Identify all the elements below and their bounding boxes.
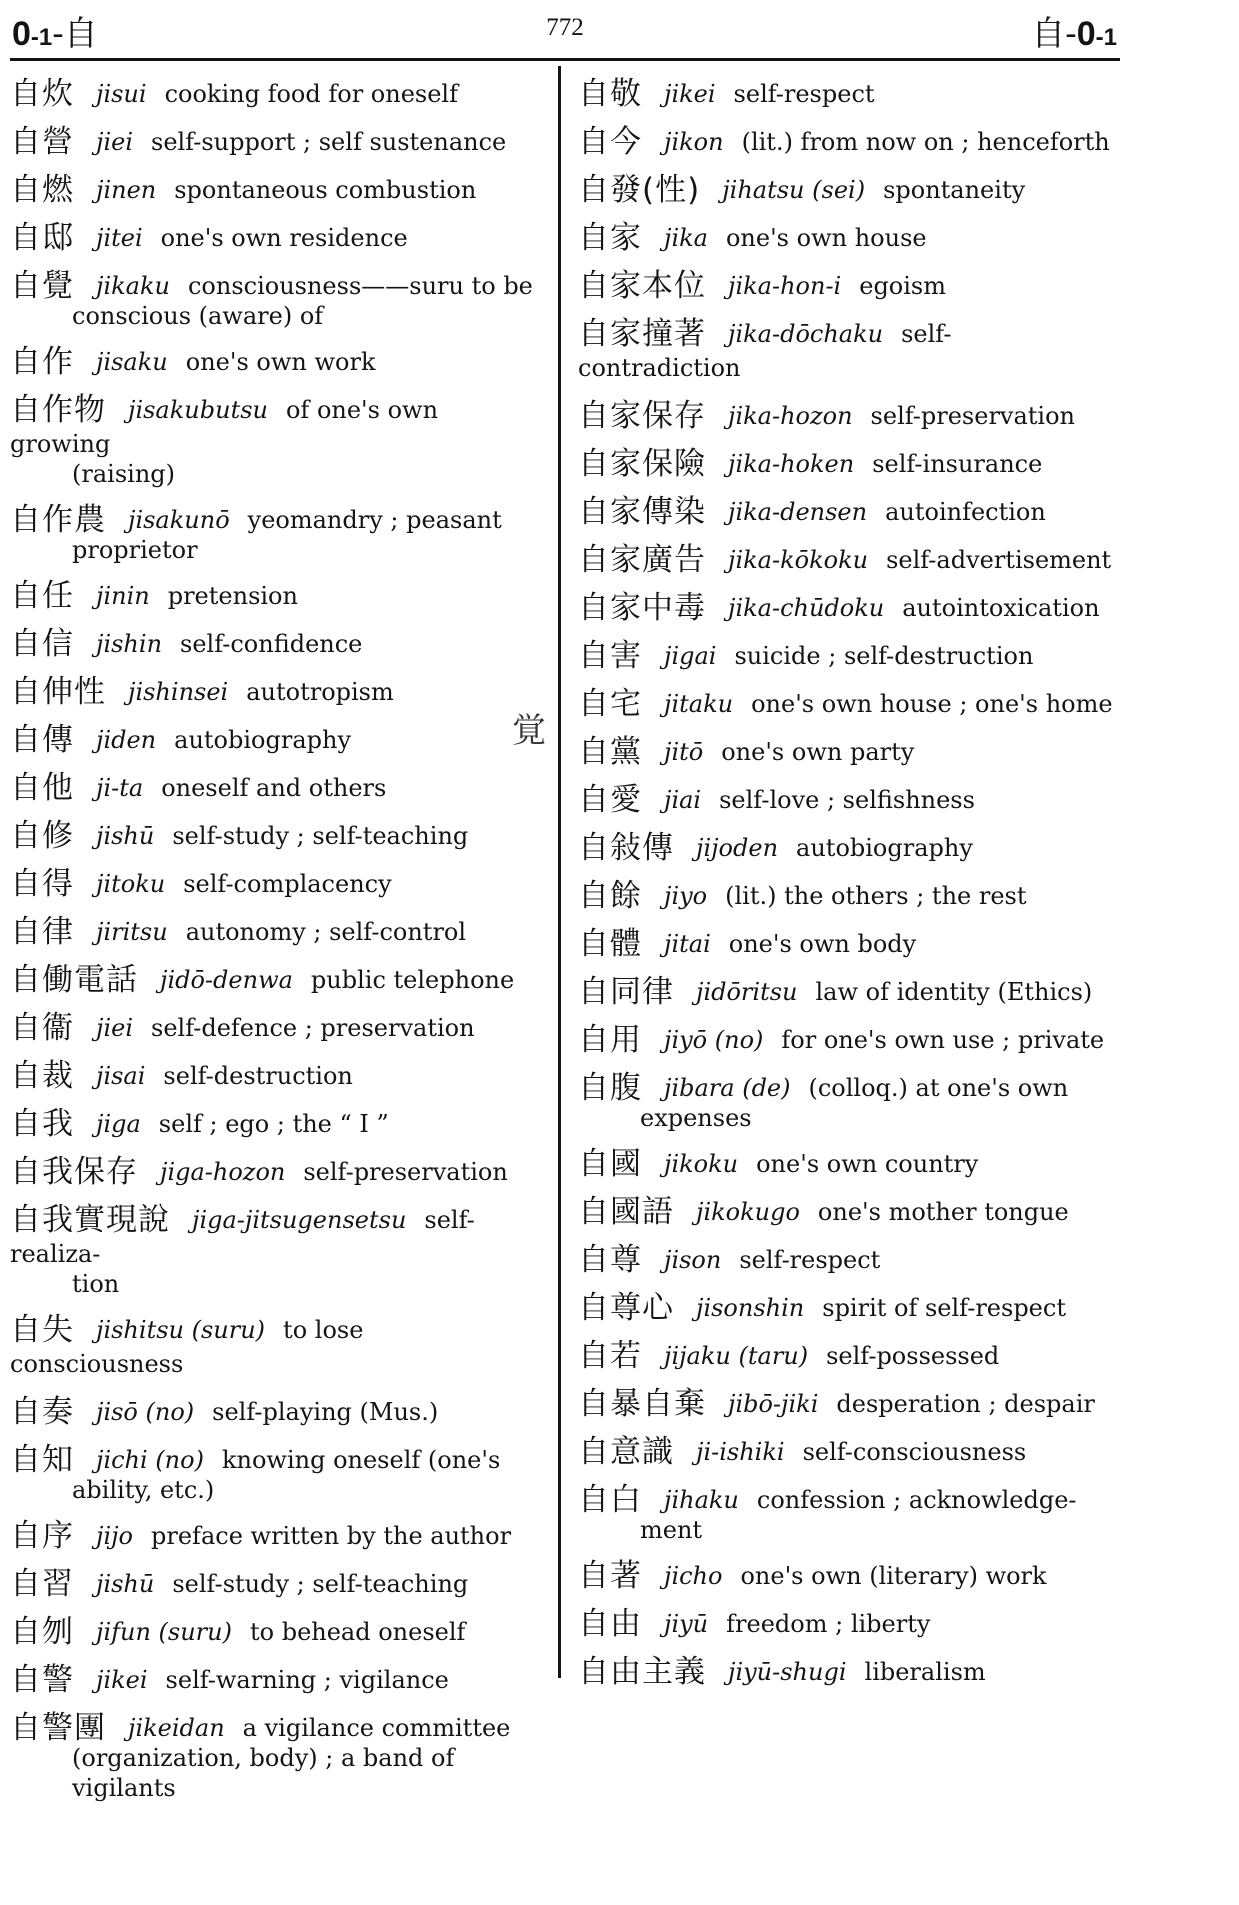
entry-reading: jihaku [664,1486,739,1514]
entry-gloss: self-preservation [303,1158,508,1186]
entry-headword: 自由主義 [578,1654,706,1690]
dictionary-entry [10,1395,542,1429]
entry-headword: 自今 [578,124,642,160]
entry-headword: 自營 [10,124,74,160]
entry-gloss: self-contradiction [578,320,952,382]
page-header [0,0,1239,60]
dictionary-entry [10,1711,542,1803]
entry-headword: 自家保險 [578,446,706,482]
entry-reading: jiyō (no) [664,1026,764,1054]
entry-gloss: self-realiza- [10,1206,475,1268]
entry-reading: jika-hozon [728,402,853,430]
dictionary-entry [10,1107,542,1141]
entry-headword: 自他 [10,770,74,806]
dictionary-entry [578,1339,1113,1373]
entry-reading: jikoku [664,1150,739,1178]
dictionary-entry [10,1313,542,1381]
entry-headword: 自警 [10,1662,74,1698]
entry-headword: 自家 [578,220,642,256]
entry-reading: jisō (no) [96,1398,195,1426]
entry-reading: ji-ta [96,774,144,802]
entry-gloss: self-warning ; vigilance [165,1666,449,1694]
entry-headword: 自愛 [578,782,642,818]
column-divider [558,66,561,1678]
entry-headword: 自我實現說 [10,1202,170,1238]
entry-headword: 自國 [578,1146,642,1182]
entry-gloss: self-complacency [183,870,392,898]
entry-reading: jisakubutsu [128,396,268,424]
entry-headword: 自家保存 [578,398,706,434]
entry-gloss: self-confidence [180,630,363,658]
entry-gloss: preface written by the author [151,1522,512,1550]
dictionary-entry [10,579,542,613]
entry-reading: jiden [96,726,157,754]
entry-gloss: oneself and others [161,774,387,802]
dictionary-entry [10,393,542,489]
entry-reading: jika-hoken [728,450,855,478]
entry-headword: 自若 [578,1338,642,1374]
dictionary-entry [578,269,1113,303]
entry-reading: jiyo [664,882,708,910]
dictionary-entry [578,783,1113,817]
entry-gloss: one's own work [185,348,376,376]
entry-gloss: freedom ; liberty [726,1610,931,1638]
entry-gloss: autobiography [796,834,973,862]
entry-gloss: yeomandry ; peasant [247,506,502,534]
entry-gloss: self-insurance [872,450,1043,478]
dictionary-entry [578,1023,1113,1057]
entry-gloss: one's own (literary) work [740,1562,1047,1590]
entry-headword: 自働電話 [10,962,138,998]
entry-reading: jigai [664,642,717,670]
dictionary-entry [578,173,1113,207]
entry-headword: 自害 [578,638,642,674]
header-left-code: 0 [12,15,31,53]
entry-gloss-continuation: expenses [640,1104,752,1132]
header-right-sub: -1 [1095,24,1117,51]
entry-headword: 自國語 [578,1194,674,1230]
header-right-code: 0 [1076,15,1096,53]
entry-reading: jinen [96,176,157,204]
entry-gloss: self-consciousness [802,1438,1027,1466]
entry-reading: jika-hon-i [728,272,842,300]
entry-headword: 自發(性) [578,172,701,208]
entry-headword: 自尊 [578,1242,642,1278]
dictionary-entry [578,399,1113,433]
dictionary-entry [10,867,542,901]
dictionary-entry [10,1443,542,1505]
entry-headword: 自意識 [578,1434,674,1470]
dictionary-entry [10,1059,542,1093]
entry-gloss: knowing oneself (one's [221,1446,501,1474]
entry-gloss: self-respect [739,1246,881,1274]
entry-headword: 自任 [10,578,74,614]
entry-gloss: spirit of self-respect [822,1294,1066,1322]
entry-headword: 自作農 [10,502,106,538]
entry-gloss: one's own party [721,738,915,766]
dictionary-entry [578,639,1113,673]
entry-gloss: law of identity (Ethics) [815,978,1093,1006]
entry-reading: jitō [664,738,704,766]
dictionary-entry [578,687,1113,721]
header-left-kanji: -自 [52,14,98,54]
entry-reading: jinin [96,582,150,610]
entry-gloss: self-preservation [870,402,1076,430]
entry-reading: jika-chūdoku [728,594,885,622]
entry-headword: 自傳 [10,722,74,758]
entry-reading: jitoku [96,870,166,898]
entry-reading: jishū [96,822,155,850]
dictionary-entry [578,125,1113,159]
entry-reading: jikei [96,1666,148,1694]
dictionary-entry [10,173,542,207]
entry-reading: jiei [96,128,133,156]
entry-headword: 自家本位 [578,268,706,304]
entry-headword: 自我 [10,1106,74,1142]
entry-reading: jisui [96,80,147,108]
dictionary-entry [578,831,1113,865]
dictionary-entry [578,1655,1113,1689]
page-number: 772 [546,14,584,41]
dictionary-entry [10,503,542,565]
entry-gloss: a vigilance committee [242,1714,511,1742]
header-rule [10,58,1120,61]
entry-reading: ji-ishiki [696,1438,785,1466]
dictionary-entry [10,1615,542,1649]
dictionary-entry [10,627,542,661]
entry-headword: 自由 [578,1606,642,1642]
header-right-guide [1031,6,1117,55]
entry-headword: 自宅 [578,686,642,722]
entry-headword: 自白 [578,1482,642,1518]
entry-reading: jiritsu [96,918,168,946]
entry-headword: 自餘 [578,878,642,914]
entry-gloss: one's own house [725,224,927,252]
entry-gloss: to lose consciousness [10,1316,364,1378]
entry-headword: 自著 [578,1558,642,1594]
dictionary-entry [10,77,542,111]
entry-gloss: self ; ego ; the “ I ” [158,1110,389,1138]
entry-reading: jishin [96,630,163,658]
entry-gloss: one's own country [756,1150,979,1178]
entry-gloss: autobiography [174,726,352,754]
entry-reading: jishitsu (suru) [96,1316,266,1344]
entry-reading: jisaku [96,348,168,376]
dictionary-entry [10,1203,542,1299]
entry-headword: 自家傳染 [578,494,706,530]
entry-headword: 自家中毒 [578,590,706,626]
dictionary-entry [578,1147,1113,1181]
entry-gloss: desperation ; despair [836,1390,1095,1418]
entry-headword: 自同律 [578,974,674,1010]
entry-headword: 自刎 [10,1614,74,1650]
dictionary-entry [578,317,1113,385]
dictionary-entry [10,1519,542,1553]
entry-gloss: public telephone [310,966,515,994]
dictionary-entry [578,1483,1113,1545]
entry-headword: 自燃 [10,172,74,208]
entry-reading: jikaku [96,272,170,300]
entry-headword: 自失 [10,1312,74,1348]
dictionary-entry [10,125,542,159]
entry-gloss: self-support ; self sustenance [151,128,507,156]
entry-reading: jison [664,1246,722,1274]
header-left-sub: -1 [30,24,53,51]
entry-reading: jichi (no) [96,1446,204,1474]
entry-gloss-continuation: ment [640,1516,703,1544]
entry-headword: 自家廣告 [578,542,706,578]
entry-gloss-continuation: conscious (aware) of [72,302,324,330]
entry-gloss: autointoxication [902,594,1100,622]
entry-reading: jitaku [664,690,734,718]
entry-gloss: autotropism [246,678,394,706]
entry-headword: 自律 [10,914,74,950]
dictionary-entry [10,1567,542,1601]
entry-reading: jisai [96,1062,146,1090]
dictionary-entry [578,879,1113,913]
dictionary-entry [10,675,542,709]
entry-reading: jidō-denwa [160,966,293,994]
dictionary-entry [578,591,1113,625]
entry-reading: jijo [96,1522,134,1550]
entry-reading: jishinsei [128,678,229,706]
entry-headword: 自裁 [10,1058,74,1094]
entry-gloss: (lit.) the others ; the rest [725,882,1027,910]
dictionary-entry [578,221,1113,255]
entry-gloss: self-defence ; preservation [151,1014,475,1042]
entry-headword: 自我保存 [10,1154,138,1190]
entry-gloss: to behead oneself [249,1618,466,1646]
dictionary-entry [10,723,542,757]
entry-headword: 自信 [10,626,74,662]
entry-gloss: spontaneity [883,176,1026,204]
entry-reading: jikon [664,128,724,156]
dictionary-entry [578,1559,1113,1593]
header-right-kanji: 自- [1031,14,1077,54]
entry-reading: jiyū-shugi [728,1658,847,1686]
entry-gloss: self-playing (Mus.) [212,1398,439,1426]
entry-headword: 自修 [10,818,74,854]
entry-reading: jishū [96,1570,155,1598]
entry-gloss-continuation: ability, etc.) [72,1476,215,1504]
entry-gloss: (lit.) from now on ; henceforth [741,128,1110,156]
entry-gloss-continuation: (raising) [72,460,175,488]
entry-headword: 自習 [10,1566,74,1602]
entry-gloss: self-study ; self-teaching [172,1570,469,1598]
entry-headword: 自作 [10,344,74,380]
dictionary-entry [578,495,1113,529]
entry-reading: jikokugo [696,1198,800,1226]
entry-gloss: self-love ; selfishness [719,786,975,814]
entry-gloss-continuation: proprietor [72,536,198,564]
entry-gloss-continuation: tion [72,1270,120,1298]
entry-headword: 自警團 [10,1710,106,1746]
entry-gloss: suicide ; self-destruction [734,642,1034,670]
entry-gloss: consciousness——suru to be [187,272,533,300]
left-column [10,77,542,1817]
entry-headword: 自邸 [10,220,74,256]
entry-reading: jitai [664,930,711,958]
entry-reading: jihatsu (sei) [722,176,866,204]
dictionary-entry [10,1011,542,1045]
right-column [578,77,1113,1703]
dictionary-entry [578,1607,1113,1641]
entry-gloss: spontaneous combustion [174,176,477,204]
dictionary-entry [578,1195,1113,1229]
entry-reading: jisonshin [696,1294,805,1322]
entry-reading: jika-densen [728,498,868,526]
entry-gloss: for one's own use ; private [781,1026,1105,1054]
entry-reading: jidōritsu [696,978,798,1006]
entry-headword: 自腹 [578,1070,642,1106]
entry-reading: jiyū [664,1610,709,1638]
dictionary-entry [10,915,542,949]
entry-gloss: of one's own growing [10,396,439,458]
entry-reading: jika [664,224,708,252]
entry-headword: 自黨 [578,734,642,770]
entry-reading: jijoden [696,834,779,862]
dictionary-entry [578,1291,1113,1325]
entry-headword: 自得 [10,866,74,902]
entry-gloss: confession ; acknowledge- [756,1486,1077,1514]
dictionary-entry [578,975,1113,1009]
entry-gloss: self-destruction [163,1062,353,1090]
entry-headword: 自衞 [10,1010,74,1046]
entry-headword: 自覺 [10,268,74,304]
entry-reading: jiga-hozon [160,1158,286,1186]
entry-reading: jisakunō [128,506,230,534]
entry-reading: jifun (suru) [96,1618,232,1646]
entry-headword: 自體 [578,926,642,962]
entry-reading: jiei [96,1014,133,1042]
entry-reading: jika-kōkoku [728,546,869,574]
entry-gloss: autoinfection [885,498,1046,526]
entry-gloss: self-advertisement [886,546,1112,574]
dictionary-entry [10,819,542,853]
dictionary-entry [578,1387,1113,1421]
dictionary-entry [578,77,1113,111]
entry-reading: jibara (de) [664,1074,791,1102]
entry-gloss-continuation: (organization, body) ; a band of vigilants [72,1744,455,1802]
entry-reading: jitei [96,224,143,252]
entry-reading: jibō-jiki [728,1390,819,1418]
dictionary-entry [578,1243,1113,1277]
entry-headword: 自家撞著 [578,316,706,352]
entry-headword: 自作物 [10,392,106,428]
entry-reading: jiai [664,786,702,814]
entry-headword: 自用 [578,1022,642,1058]
entry-gloss: pretension [167,582,298,610]
dictionary-entry [578,1071,1113,1133]
entry-reading: jikei [664,80,716,108]
entry-gloss: one's own residence [160,224,408,252]
dictionary-entry [578,447,1113,481]
entry-gloss: one's own body [728,930,917,958]
dictionary-entry [578,927,1113,961]
entry-gloss: liberalism [864,1658,986,1686]
entry-reading: jicho [664,1562,723,1590]
dictionary-entry [578,543,1113,577]
entry-gloss: one's mother tongue [817,1198,1069,1226]
entry-headword: 自暴自棄 [578,1386,706,1422]
entry-reading: jijaku (taru) [664,1342,809,1370]
entry-reading: jikeidan [128,1714,225,1742]
entry-gloss: self-possessed [826,1342,1000,1370]
entry-gloss: (colloq.) at one's own [808,1074,1069,1102]
entry-headword: 自伸性 [10,674,106,710]
dictionary-entry [10,1155,542,1189]
entry-gloss: self-respect [733,80,875,108]
entry-reading: jiga [96,1110,141,1138]
entry-headword: 自知 [10,1442,74,1478]
entry-gloss: cooking food for oneself [164,80,458,108]
entry-gloss: egoism [859,272,946,300]
dictionary-entry [10,269,542,331]
entry-headword: 自炊 [10,76,74,112]
margin-glyph: 覚 [512,711,546,751]
dictionary-entry [578,735,1113,769]
dictionary-entry [10,221,542,255]
entry-gloss: autonomy ; self-control [185,918,467,946]
entry-reading: jika-dōchaku [728,320,884,348]
entry-headword: 自敬 [578,76,642,112]
dictionary-entry [10,1663,542,1697]
entry-gloss: self-study ; self-teaching [172,822,469,850]
dictionary-entry [578,1435,1113,1469]
entry-headword: 自敍傳 [578,830,674,866]
entry-headword: 自序 [10,1518,74,1554]
entry-headword: 自尊心 [578,1290,674,1326]
dictionary-entry [10,963,542,997]
entry-gloss: one's own house ; one's home [751,690,1113,718]
entry-reading: jiga-jitsugensetsu [192,1206,407,1234]
dictionary-entry [10,771,542,805]
entry-headword: 自奏 [10,1394,74,1430]
dictionary-entry [10,345,542,379]
